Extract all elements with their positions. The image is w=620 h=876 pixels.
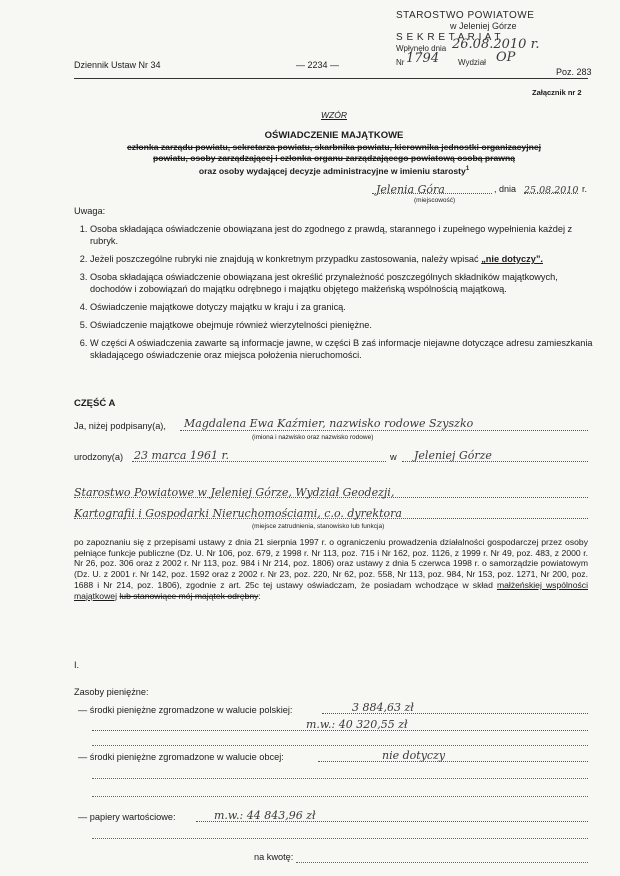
fx-label: — środki pieniężne zgromadzone w walucie obcej: [78, 752, 284, 762]
stamp-city: w Jeleniej Górze [450, 21, 517, 31]
name-field[interactable] [180, 414, 588, 431]
born-place-field[interactable] [402, 446, 588, 462]
note-6: 6. W części A oświadczenia zawarte są informacje jawne, w części B zaś informacje niejawne dotyczące adresu zamieszkania składającego oświadczenie oraz miejsca położenia nieruchomości. [90, 337, 594, 361]
form-subtitle [74, 142, 594, 177]
stamp-nr-label: Nr [396, 58, 405, 67]
work-line-2: Kartografii i Gospodarki Nieruchomościami, c.o. dyrektora [74, 507, 402, 520]
stamp-wydzial-label: Wydział [458, 58, 486, 67]
place-field[interactable] [372, 180, 492, 194]
note-3: 3. Osoba składająca oświadczenie obowiązana jest określić przynależność poszczególnych składników majątkowych, dochodów i zobowiązań do majątku odrębnego i majątku objętego małżeńską wspólnością majątkową. [90, 271, 594, 295]
part-a-heading: CZĘŚĆ A [74, 398, 116, 409]
born-date-field[interactable] [132, 446, 386, 462]
note-2-quote: „nie dotyczy”. [481, 254, 543, 264]
annex-label: Załącznik nr 2 [532, 88, 582, 97]
work-field-2[interactable] [74, 504, 588, 519]
para-underlined: małżeńskiej wspólności majątkowej [74, 579, 588, 601]
born-place-value: Jeleniej Górze [414, 449, 492, 462]
notes-section [74, 205, 594, 367]
journal-poz: Poz. 283 [556, 67, 592, 77]
para-struck: lub stanowiące mój majątek odrębny [119, 590, 259, 601]
section-roman: I. [74, 660, 80, 670]
note-1: 1. Osoba składająca oświadczenie obowiązana jest do zgodnego z prawdą, starannego i zupełnego wypełnienia każdej z rubryk. [90, 223, 594, 247]
legal-paragraph: po zapoznaniu się z przepisami ustawy z dnia 21 sierpnia 1997 r. o ograniczeniu prowadzenia działalności gospodarczej przez osoby pełniące funkcje publiczne (Dz. U. Nr 106, poz. 679, z 1998 r. Nr 113, poz. 715 i Nr 162, poz. 1126, z 1999 r. Nr 49, poz. 483, z 2000 r. Nr 26, poz. 306 oraz z 2002 r. Nr 113, poz. 984 i Nr 214, poz. 1806) oraz ustawy z dnia 5 czerwca 1998 r. o samorządzie powiatowym (Dz. U. z 2001 r. Nr 142, poz. 1592 oraz z 2002 r. Nr 23, poz. 220, Nr 62, poz. 558, Nr 113, poz. 984, Nr 153, poz. 1271, Nr 200, poz. 1688 i Nr 214, poz. 1806), zgodnie z art. 25c tej ustawy oświadczam, że posiadam wchodzące w skład małżeńskiej wspólności majątkowej lub stanowiące mój majątek odrębny: [74, 537, 588, 601]
fx-field[interactable] [318, 746, 588, 762]
kwota-label: na kwotę: [254, 852, 294, 862]
form-title: OŚWIADCZENIE MAJĄTKOWE [264, 130, 404, 141]
footnote-mark: 1 [465, 166, 470, 172]
note-2: 2. Jeżeli poszczególne rubryki nie znajdują w konkretnym przypadku zastosowania, należy wpisać „nie dotyczy”. [90, 253, 594, 265]
journal-name: Dziennik Ustaw Nr 34 [74, 60, 161, 70]
fx-line-2[interactable] [92, 778, 588, 779]
securities-line-2[interactable] [92, 838, 588, 839]
born-date-value: 23 marca 1961 r. [134, 449, 229, 462]
stamp-received-label: Wpłynęło dnia [396, 44, 447, 53]
stamp-received-date: 26.08.2010 r. [452, 37, 540, 52]
journal-page: — 2234 — [296, 60, 340, 70]
subtitle-line1: członka zarządu powiatu, sekretarza powiatu, skarbnika powiatu, kierownika jednostki organizacyjnej [126, 142, 542, 152]
fx-line-3[interactable] [92, 796, 588, 797]
stamp-office: STAROSTWO POWIATOWE [396, 10, 535, 21]
work-caption: (miejsce zatrudnienia, stanowisko lub funkcja) [252, 523, 385, 530]
form-wzor: WZÓR [321, 110, 347, 120]
pln-value-1: 3 884,63 zł [352, 701, 414, 714]
r-label: r. [582, 184, 588, 194]
note-4: 4. Oświadczenie majątkowe dotyczy majątku w kraju i za granicą. [90, 301, 594, 313]
stamp-dept: S E K R E T A R I A T [396, 32, 501, 43]
pln-label: — środki pieniężne zgromadzone w walucie polskiej: [78, 705, 293, 715]
name-value: Magdalena Ewa Kaźmier, nazwisko rodowe Szyszko [184, 417, 474, 430]
pln-field-2[interactable] [92, 715, 588, 731]
pln-field[interactable] [322, 698, 588, 714]
securities-label: — papiery wartościowe: [78, 812, 176, 822]
subtitle-line2: powiatu, osoby zarządzającej i członka organu zarządzającego powiatową osobą prawną [153, 153, 515, 163]
work-field-1[interactable] [74, 483, 588, 498]
note-5: 5. Oświadczenie majątkowe obejmuje również wierzytelności pieniężne. [90, 319, 594, 331]
ja-label: Ja, niżej podpisany(a), [74, 421, 166, 431]
subtitle-line3: oraz osoby wydającej decyzje administracyjne w imieniu starosty$^1$ [198, 165, 470, 176]
fx-value: nie dotyczy [382, 749, 446, 762]
kwota-field[interactable] [296, 862, 588, 863]
name-caption: (imiona i nazwisko oraz nazwisko rodowe) [252, 434, 374, 441]
securities-field[interactable] [196, 806, 588, 822]
date-field[interactable] [524, 180, 578, 194]
place-caption: (miejscowość) [414, 197, 456, 204]
securities-value: m.w.: 44 843,96 zł [214, 809, 316, 822]
zasoby-label: Zasoby pieniężne: [74, 687, 149, 697]
notes-label: Uwaga: [74, 206, 106, 216]
born-w-label: w [390, 452, 397, 462]
registry-stamp [396, 10, 586, 71]
pln-value-2: m.w.: 40 320,55 zł [306, 718, 408, 731]
stamp-wydzial-value: OP [496, 50, 516, 65]
place-value: Jelenia Góra [376, 183, 445, 196]
date-value: 25.08.2010 [524, 185, 579, 196]
stamp-nr-value: 1794 [406, 51, 440, 66]
work-line-1: Starostwo Powiatowe w Jeleniej Górze, Wydział Geodezji, [74, 486, 395, 499]
dnia-label: , dnia [494, 184, 517, 194]
born-label: urodzony(a) [74, 452, 124, 462]
header-rule [74, 78, 588, 79]
